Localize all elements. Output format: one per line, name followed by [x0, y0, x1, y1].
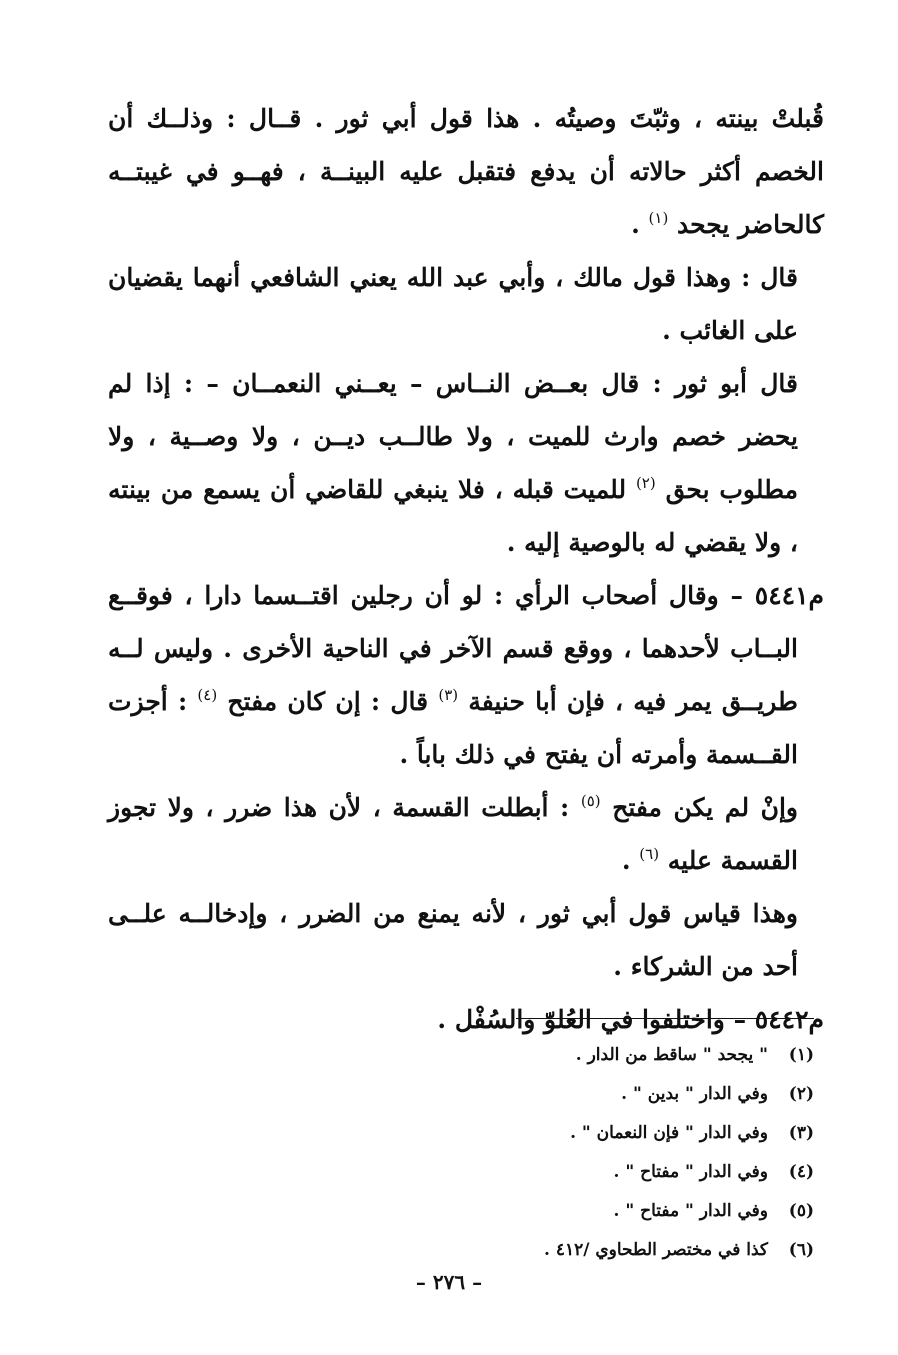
- paragraph-5: [108, 781, 824, 887]
- paragraph-1-line-1: قُبلتْ بينته ، وثبّتَ وصيتُه . هذا قول أبي ثور . قــال : وذلــك: [146, 104, 824, 133]
- footnote-5: [414, 1192, 814, 1231]
- footnote-text: وفي الدار " فإن النعمان " .: [570, 1123, 768, 1143]
- footnote-3: [414, 1114, 814, 1153]
- paragraph-2: [108, 251, 824, 357]
- footnote-2: [414, 1075, 814, 1114]
- footnote-number: (٦): [788, 1240, 814, 1260]
- footnote-number: (٤): [788, 1162, 814, 1182]
- footnote-number: (١): [788, 1045, 814, 1065]
- paragraph-4-text-c: : أجزت القــسمة وأمرته أن يفتح في ذلك باباً .: [108, 687, 798, 769]
- footnote-text: " يجحد " ساقط من الدار .: [575, 1045, 768, 1065]
- masala-number-5442: م٥٤٤٢: [754, 1005, 824, 1034]
- paragraph-6: [108, 887, 824, 993]
- paragraph-3-text-a: قال أبو ثور : قال بعــض النــاس – يعــني النعمــان – : إذا لم يحضر خصم وارث للميت ، ولا طالــب ديــن ، ولا وصــية ، ولا مطلوب بحق: [108, 369, 798, 504]
- footnote-ref-5: (٥): [580, 792, 601, 810]
- masala-number-5441: م٥٤٤١: [754, 581, 824, 610]
- paragraph-1-line-2: أن الخصم أكثر حالاته أن يدفع فتقبل عليه البينــة ، فهــو في غيبتــه: [108, 104, 824, 186]
- paragraph-7-text: – واختلفوا في العُلوّ والسُفْل .: [437, 1005, 747, 1034]
- page-number: – ٢٧٦ –: [415, 1270, 483, 1294]
- footnote-text: وفي الدار " بدين " .: [621, 1084, 768, 1104]
- footnote-ref-2: (٢): [635, 474, 656, 492]
- paragraph-5-text-a: وإنْ لم يكن مفتح: [612, 793, 798, 822]
- footnote-6: [414, 1231, 814, 1270]
- footnote-ref-3: (٣): [438, 686, 459, 704]
- main-text: [108, 92, 824, 1046]
- paragraph-1: [108, 92, 824, 251]
- footnote-number: (٥): [788, 1201, 814, 1221]
- footnote-text: وفي الدار " مفتاح " .: [613, 1162, 768, 1182]
- footnote-1: [414, 1036, 814, 1075]
- footnote-text: وفي الدار " مفتاح " .: [613, 1201, 768, 1221]
- paragraph-1-line-3: كالحاضر يجحد: [677, 210, 824, 239]
- footnote-ref-1: (١): [648, 209, 669, 227]
- paragraph-5-tail: .: [621, 846, 640, 875]
- footnote-ref-6: (٦): [639, 845, 660, 863]
- footnote-ref-4: (٤): [197, 686, 218, 704]
- paragraph-5-text-b: : أبطلت القسمة ، لأن هذا ضرر ، ولا تجوز القسمة عليه: [108, 793, 798, 875]
- paragraph-4: [108, 569, 824, 781]
- paragraph-4-text-b: قال : إن كان مفتح: [227, 687, 429, 716]
- paragraph-2-text: قال : وهذا قول مالك ، وأبي عبد الله يعني الشافعي أنهما يقضيان على الغائب .: [108, 263, 798, 345]
- footnote-4: [414, 1153, 814, 1192]
- footnote-text: كذا في مختصر الطحاوي /٤١٢ .: [543, 1240, 768, 1260]
- paragraph-4-text-a: – وقال أصحاب الرأي : لو أن رجلين اقتــسما دارا ، فوقــع البــاب لأحدهما ، ووقع قسم الآخر في الناحية الأخرى . وليس لــه طريــق يمر فيه ، فإن أبا حنيفة: [108, 581, 798, 716]
- footnote-number: (٣): [788, 1123, 814, 1143]
- paragraph-3-text-b: للميت قبله ، فلا ينبغي للقاضي أن يسمع من بينته ، ولا يقضي له بالوصية إليه .: [108, 475, 798, 557]
- paragraph-3: [108, 357, 824, 569]
- paragraph-1-tail: .: [631, 210, 649, 239]
- footnote-number: (٢): [788, 1084, 814, 1104]
- paragraph-6-text: وهذا قياس قول أبي ثور ، لأنه يمنع من الضرر ، وإدخالــه علــى أحد من الشركاء .: [108, 899, 798, 981]
- footnotes: [414, 1036, 814, 1270]
- footnote-separator: [516, 1018, 814, 1019]
